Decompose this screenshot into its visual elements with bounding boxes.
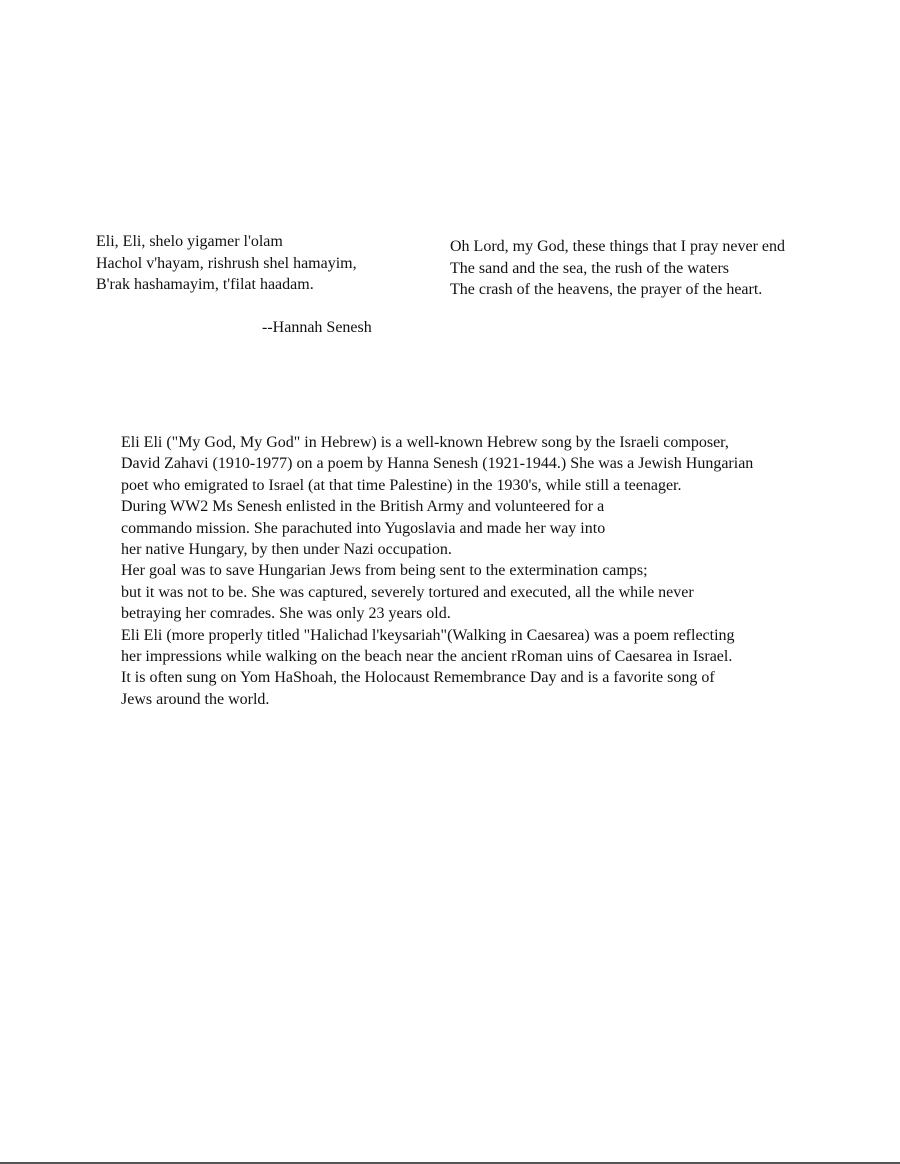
description-line: but it was not to be. She was captured, severely tortured and executed, all the while never [121,583,694,601]
description-line: Jews around the world. [121,690,270,708]
poem-translation-line: Oh Lord, my God, these things that I pray never end [450,238,786,255]
description-line: Eli Eli ("My God, My God" in Hebrew) is a well-known Hebrew song by the Israeli composer, [121,434,729,451]
poem-transliteration-line: B'rak hashamayim, t'filat haadam. [96,276,314,293]
description-line: poet who emigrated to Israel (at that time Palestine) in the 1930's, while still a teenager. [121,476,682,494]
poem-translation [450,236,880,301]
poem-translation-line: The crash of the heavens, the prayer of the heart. [450,281,763,298]
description-line: Eli Eli (more properly titled "Halichad l'keysariah"(Walking in Caesarea) was a poem reflecting [121,626,735,644]
description-line: her impressions while walking on the beach near the ancient rRoman uins of Caesarea in Israel. [121,648,733,666]
description-paragraph [121,432,881,710]
description-line: Her goal was to save Hungarian Jews from being sent to the extermination camps; [121,562,648,580]
description-line: her native Hungary, by then under Nazi occupation. [121,541,452,559]
description-line: betraying her comrades. She was only 23 years old. [121,605,451,623]
description-line: During WW2 Ms Senesh enlisted in the British Army and volunteered for a [121,498,605,516]
poem-translation-line: The sand and the sea, the rush of the waters [450,259,730,277]
poem-transliteration-line: Hachol v'hayam, rishrush shel hamayim, [96,254,357,272]
poem-transliteration [96,231,426,296]
poem-attribution: --Hannah Senesh [262,319,372,336]
description-line: David Zahavi (1910-1977) on a poem by Hanna Senesh (1921-1944.) She was a Jewish Hungarian [121,455,754,473]
description-line: commando mission. She parachuted into Yugoslavia and made her way into [121,519,606,537]
poem-transliteration-line: Eli, Eli, shelo yigamer l'olam [96,233,283,250]
description-line: It is often sung on Yom HaShoah, the Holocaust Remembrance Day and is a favorite song of [121,669,715,687]
